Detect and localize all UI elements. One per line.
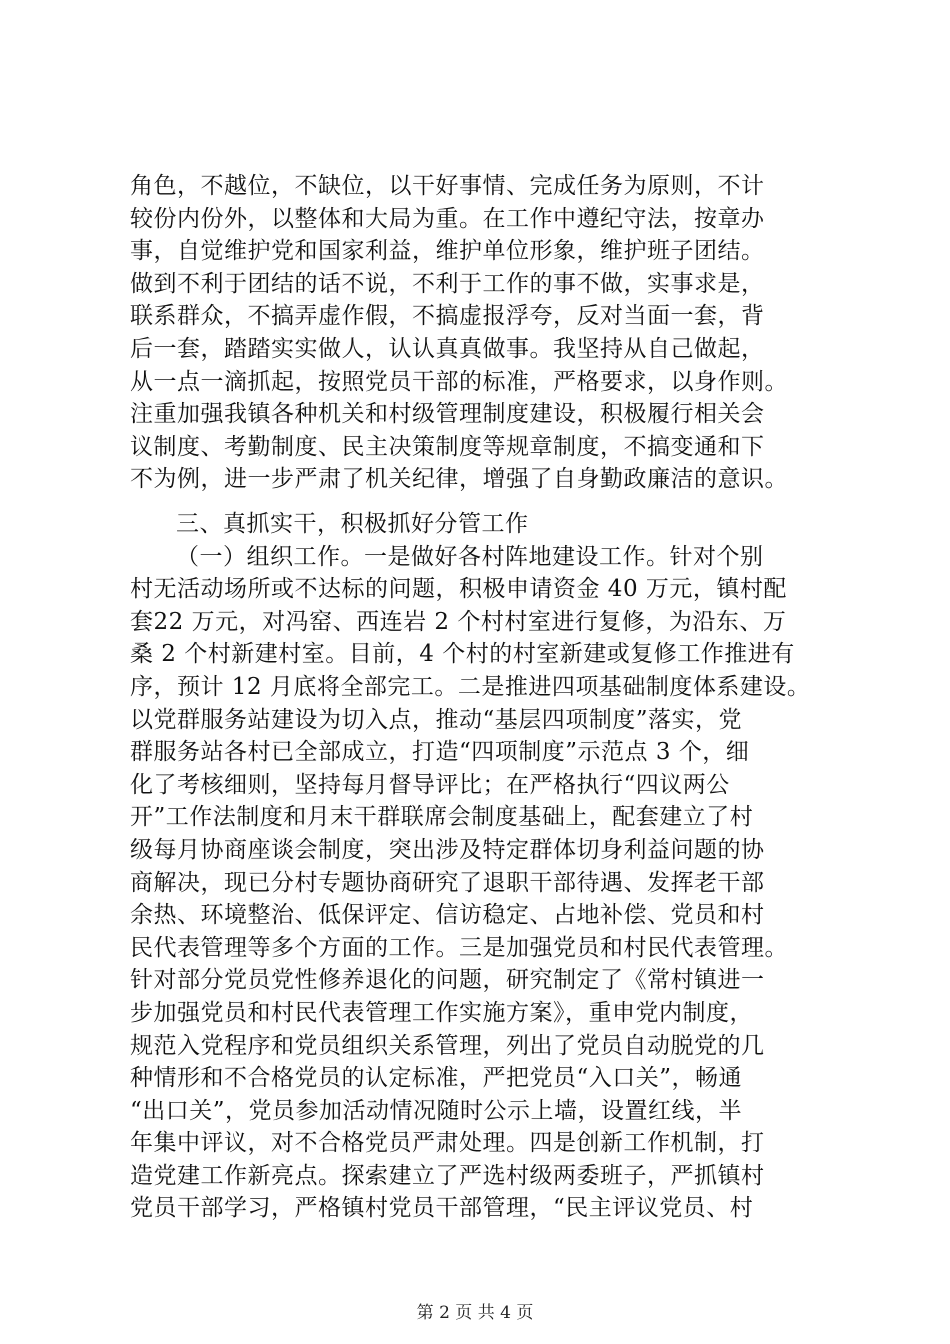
text-line: 序，预计 12 月底将全部完工。二是推进四项基础制度体系建设。	[130, 673, 811, 700]
text-line: 联系群众，不搞弄虚作假，不搞虚报浮夸，反对当面一套，背	[130, 303, 765, 330]
text-line: 规范入党程序和党员组织关系管理，列出了党员自动脱党的几	[130, 1032, 765, 1059]
text-line: 做到不利于团结的话不说，不利于工作的事不做，实事求是，	[130, 270, 765, 297]
text-line: 年集中评议，对不合格党员严肃处理。四是创新工作机制，打	[130, 1130, 765, 1157]
text-line: 造党建工作新亮点。探索建立了严选村级两委班子，严抓镇村	[130, 1162, 765, 1189]
section-heading: 三、真抓实干，积极抓好分管工作	[176, 511, 529, 537]
text-line: 事，自觉维护党和国家利益，维护单位形象，维护班子团结。	[130, 238, 765, 265]
text-line: 村无活动场所或不达标的问题，积极申请资金 40 万元，镇村配	[130, 576, 787, 603]
text-line: 步加强党员和村民代表管理工作实施方案》，重申党内制度，	[130, 999, 753, 1026]
page-footer: 第 2 页 共 4 页	[416, 1303, 534, 1323]
text-line: 从一点一滴抓起，按照党员干部的标准，严格要求，以身作则。	[130, 368, 788, 395]
text-line: 针对部分党员党性修养退化的问题，研究制定了《常村镇进一	[130, 967, 765, 994]
section-block	[130, 508, 830, 1258]
text-line: 党员干部学习，严格镇村党员干部管理，“民主评议党员、村	[130, 1195, 754, 1222]
text-line: 群服务站各村已全部成立，打造“四项制度”示范点 3 个，细	[130, 739, 750, 766]
text-line: 角色，不越位，不缺位，以干好事情、完成任务为原则，不计	[130, 173, 765, 199]
text-line: 桑 2 个村新建村室。目前，4 个村的村室新建或复修工作推进有	[130, 641, 795, 668]
text-line: 后一套，踏踏实实做人，认认真真做事。我坚持从自己做起，	[130, 335, 765, 362]
text-line: 级每月协商座谈会制度，突出涉及特定群体切身利益问题的协	[130, 836, 765, 863]
text-line: 化了考核细则，坚持每月督导评比；在严格执行“四议两公	[130, 771, 730, 798]
text-line	[130, 1225, 830, 1258]
text-line: 种情形和不合格党员的认定标准，严把党员“入口关”，畅通	[130, 1065, 743, 1092]
text-line: 不为例，进一步严肃了机关纪律，增强了自身勤政廉洁的意识。	[130, 466, 788, 493]
text-line: 较份内份外，以整体和大局为重。在工作中遵纪守法，按章办	[130, 205, 765, 232]
text-line: 以党群服务站建设为切入点，推动“基层四项制度”落实，党	[130, 706, 743, 733]
text-line: 商解决，现已分村专题协商研究了退职干部待遇、发挥老干部	[130, 869, 765, 896]
text-line: 议制度、考勤制度、民主决策制度等规章制度，不搞变通和下	[130, 433, 765, 460]
text-line: 注重加强我镇各种机关和村级管理制度建设，积极履行相关会	[130, 401, 765, 428]
text-line: （一）组织工作。一是做好各村阵地建设工作。针对个别	[176, 543, 764, 570]
text-line: 余热、环境整治、低保评定、信访稳定、占地补偿、党员和村	[130, 902, 765, 929]
paragraph-1	[130, 170, 830, 496]
text-line: 套22 万元，对冯窑、西连岩 2 个村村室进行复修，为沿东、万	[130, 608, 787, 635]
text-line: 开”工作法制度和月末干群联席会制度基础上，配套建立了村	[130, 804, 754, 831]
text-line: “出口关”，党员参加活动情况随时公示上墙，设置红线，半	[130, 1097, 743, 1124]
text-line: 民代表管理等多个方面的工作。三是加强党员和村民代表管理。	[130, 934, 788, 961]
